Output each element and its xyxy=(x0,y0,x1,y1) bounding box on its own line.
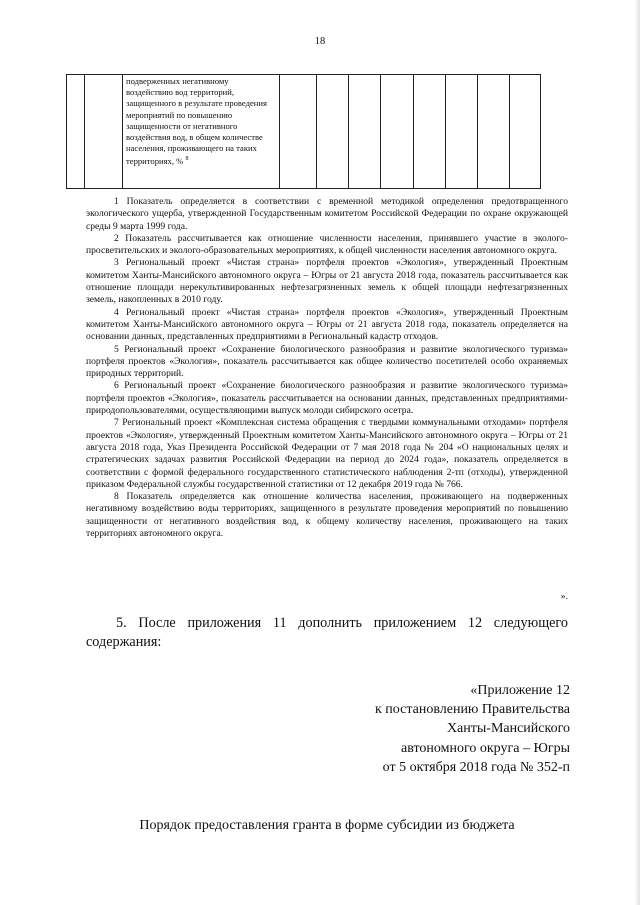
table-cell-indicator xyxy=(123,75,280,189)
appendix-line: автономного округа – Югры xyxy=(401,740,570,756)
table-cell-value xyxy=(349,75,381,189)
table-cell-value xyxy=(317,75,349,189)
appendix-line: «Приложение 12 xyxy=(470,683,570,698)
table-cell-value xyxy=(510,75,541,189)
table-cell-value xyxy=(381,75,414,189)
footnotes xyxy=(86,196,568,540)
footnote-marker: 8 xyxy=(185,156,189,163)
table-cell-code xyxy=(85,75,123,189)
scan-edge xyxy=(634,0,640,905)
document-title: Порядок предоставления гранта в форме субсидии из бюджета xyxy=(139,818,515,833)
table-row xyxy=(67,75,541,189)
appendix-line: к постановлению Правительства xyxy=(374,702,570,718)
indicator-text: подверженных негативному воздействию вод территорий, защищенного в результате проведения мероприятий по повышению защищенности от негативного воздействия вод, в общем количестве населения, проживающего на таких территориях, % xyxy=(126,76,267,167)
appendix-line: от 5 октября 2018 года № 352-п xyxy=(382,759,570,775)
page-number: 18 xyxy=(314,36,326,47)
appendix-header xyxy=(330,681,570,777)
table-cell-value xyxy=(478,75,510,189)
appendix-line: Ханты-Мансийского xyxy=(446,721,570,737)
table-cell-value xyxy=(446,75,478,189)
table-cell-value xyxy=(280,75,317,189)
footnote-4: 4 Региональный проект «Чистая страна» портфеля проектов «Экология», утвержденный Проектным комитетом Ханты-Мансийского автономного округа – Югры от 21 августа 2018 года, показатель определяется на основании данных, представленных предприятиями в Региональный кадастр отходов. xyxy=(86,306,568,343)
indicator-table-continuation xyxy=(66,74,541,189)
amendment-instruction xyxy=(86,614,568,652)
footnote-8: 8 Показатель определяется как отношение количества населения, проживающего на подверженных негативному воздействию воды территориях, защищенного в результате проведения мероприятий по повышению защищенности от негативного воздействия вод, к общему количеству населения, проживающего на таких территориях автономного округа. xyxy=(86,491,568,540)
footnote-6: 6 Региональный проект «Сохранение биологического разнообразия и развитие экологического туризма» портфеля проектов «Экология», показатель рассчитывается на основании данных, представленных предприятиями-природопользователями, осуществляющими выпуск молоди сибирского осетра. xyxy=(86,380,568,417)
amendment-text: 5. После приложения 11 дополнить приложением 12 следующего содержания: xyxy=(86,615,568,650)
footnote-1: 1 Показатель определяется в соответствии с временной методикой определения предотвращенного экологического ущерба, утвержденной Государственным комитетом Российской Федерации по охране окружающей среды 9 марта 1999 года. xyxy=(86,196,568,232)
closing-quote: ». xyxy=(560,591,568,602)
footnote-5: 5 Региональный проект «Сохранение биологического разнообразия и развитие экологического туризма» портфеля проектов «Экология», показатель рассчитывается как общее количество посетителей особо охраняемых природных территорий. xyxy=(86,343,568,380)
table-cell-value xyxy=(414,75,446,189)
table-cell-number xyxy=(67,75,85,189)
footnote-7: 7 Региональный проект «Комплексная система обращения с твердыми коммунальными отходами» портфеля проектов «Экология», утвержденный Проектным комитетом Ханты-Мансийского автономного округа – Югры от 21 августа 2018 года, Указ Президента Российской Федерации от 7 мая 2018 года № 204 «О национальных целях и стратегических задачах развития Российской Федерации на период до 2024 года», показатель определяется в соответствии с формой федерального государственного статистического наблюдения 2-тп (отходы), утвержденной приказом Федеральной службы государственной статистики от 12 декабря 2019 года № 766. xyxy=(86,417,568,490)
footnote-2: 2 Показатель рассчитывается как отношение численности населения, принявшего участие в эколого-просветительских и эколого-образовательных мероприятиях, к общей численности населения автономного округа. xyxy=(86,232,568,257)
footnote-3: 3 Региональный проект «Чистая страна» портфеля проектов «Экология», утвержденный Проектным комитетом Ханты-Мансийского автономного округа – Югры от 21 августа 2018 года, показатель рассчитывается как отношение площади нерекультивированных нефтезагрязненных земель к общей площади нефтезагрязненных земель, накопленных в 2010 году. xyxy=(86,257,568,306)
